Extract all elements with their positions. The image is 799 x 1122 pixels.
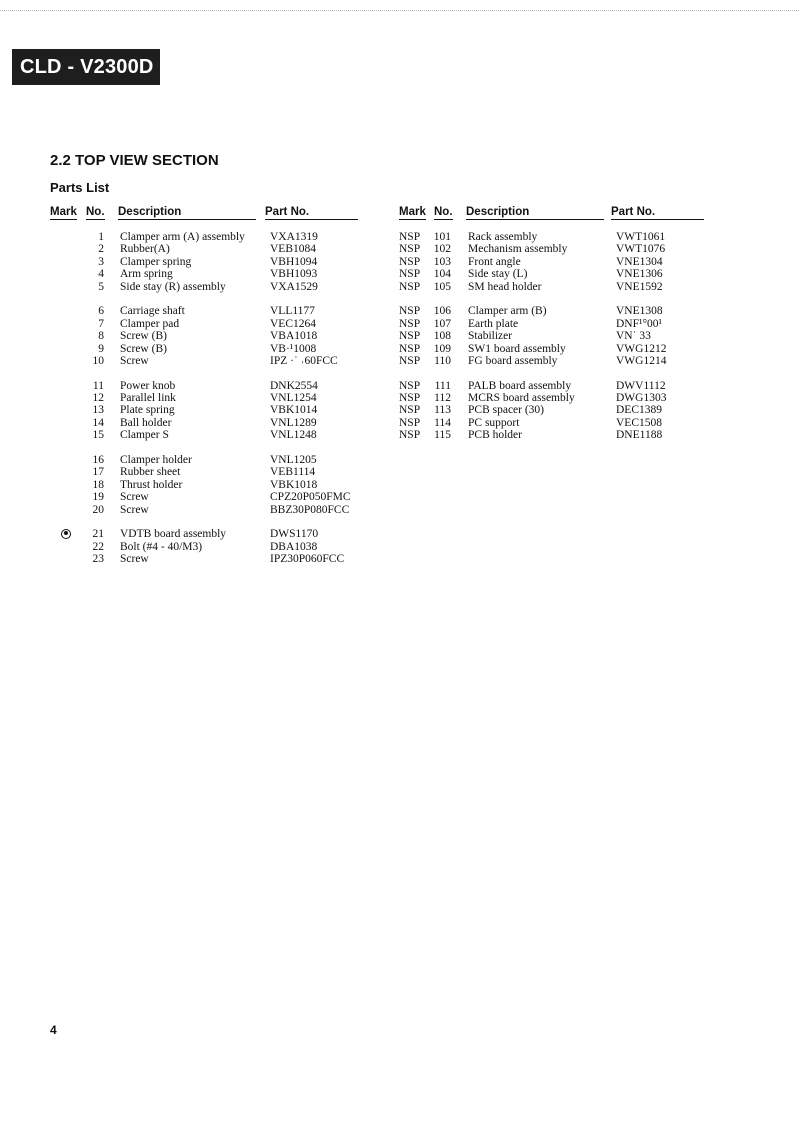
left-parts-table xyxy=(50,231,370,566)
right-header-mark: Mark xyxy=(399,206,426,218)
table-row xyxy=(50,268,370,280)
part-description: Screw xyxy=(120,503,149,516)
part-mark: NSP xyxy=(399,392,421,405)
part-number-index: 110 xyxy=(434,354,451,367)
part-mark: NSP xyxy=(399,243,421,256)
table-row xyxy=(50,429,370,441)
part-number-index: 111 xyxy=(434,379,451,392)
part-code: VBK1018 xyxy=(270,478,318,491)
part-number-index: 3 xyxy=(98,255,104,268)
table-row xyxy=(399,404,719,416)
table-row xyxy=(399,318,719,330)
part-code: BBZ30P080FCC xyxy=(270,503,350,516)
part-mark: NSP xyxy=(399,379,421,392)
part-code: VWG1214 xyxy=(616,354,667,367)
part-number-index: 10 xyxy=(92,354,104,367)
part-code: VNL1248 xyxy=(270,429,317,442)
part-mark: NSP xyxy=(399,280,421,293)
part-code: DWV1112 xyxy=(616,379,666,392)
part-code: DNE1188 xyxy=(616,429,663,442)
part-code: VLL1177 xyxy=(270,305,315,318)
table-row xyxy=(50,553,370,565)
part-number-index: 13 xyxy=(92,404,104,417)
part-number-index: 112 xyxy=(434,392,451,405)
table-row xyxy=(50,343,370,355)
part-number-index: 107 xyxy=(433,317,451,330)
part-code: VBH1093 xyxy=(270,268,318,281)
group-gap xyxy=(50,442,370,454)
part-description: PCB holder xyxy=(468,429,522,442)
part-description: Side stay (R) assembly xyxy=(120,280,226,293)
part-description: Arm spring xyxy=(120,268,173,281)
right-header-no: No. xyxy=(434,206,453,218)
part-code: VNE1306 xyxy=(616,268,663,281)
part-number-index: 6 xyxy=(98,305,104,318)
part-number-index: 115 xyxy=(434,429,451,442)
part-code: VNE1304 xyxy=(616,255,663,268)
part-description: FG board assembly xyxy=(468,354,558,367)
table-row xyxy=(50,318,370,330)
group-gap xyxy=(50,367,370,379)
part-code: VEC1264 xyxy=(270,317,316,330)
part-number-index: 19 xyxy=(92,491,104,504)
part-number-index: 105 xyxy=(433,280,451,293)
part-number-index: 113 xyxy=(434,404,451,417)
part-description: Clamper holder xyxy=(120,454,192,467)
part-description: PC support xyxy=(468,416,520,429)
table-row xyxy=(50,479,370,491)
part-description: Side stay (L) xyxy=(468,268,528,281)
part-code: VB·¹1008 xyxy=(270,342,317,355)
left-header-mark: Mark xyxy=(50,206,77,218)
part-code: VNE1592 xyxy=(616,280,663,293)
part-code: VNE1308 xyxy=(616,305,663,318)
part-code: VWG1212 xyxy=(616,342,667,355)
right-header-part-no: Part No. xyxy=(611,206,704,220)
group-gap xyxy=(50,516,370,528)
part-code: VEB1114 xyxy=(270,466,316,479)
part-code: DNK2554 xyxy=(270,379,318,392)
part-mark: NSP xyxy=(399,429,421,442)
table-row xyxy=(50,231,370,243)
part-code: CPZ20P050FMC xyxy=(270,491,351,504)
part-mark: NSP xyxy=(399,342,421,355)
table-row xyxy=(50,528,370,540)
part-number-index: 23 xyxy=(92,553,104,566)
part-code: VBK1014 xyxy=(270,404,318,417)
part-number-index: 101 xyxy=(433,231,451,243)
table-row xyxy=(399,243,719,255)
table-row xyxy=(399,380,719,392)
part-description: Plate spring xyxy=(120,404,175,417)
part-number-index: 21 xyxy=(92,528,104,541)
part-number-index: 8 xyxy=(98,330,104,343)
part-description: Stabilizer xyxy=(468,330,513,343)
part-description: PALB board assembly xyxy=(468,379,572,392)
part-code: IPZ30P060FCC xyxy=(270,553,345,566)
page-number: 4 xyxy=(50,1023,57,1037)
part-number-index: 14 xyxy=(92,416,104,429)
part-code: VBH1094 xyxy=(270,255,318,268)
part-description: Thrust holder xyxy=(120,478,183,491)
part-code: IPZ ·˙ ˒60FCC xyxy=(270,354,338,367)
table-row xyxy=(399,417,719,429)
part-description: Clamper pad xyxy=(120,317,180,330)
part-code: DWG1303 xyxy=(616,392,667,405)
table-row xyxy=(50,392,370,404)
group-gap xyxy=(399,367,719,379)
part-description: Clamper arm (B) xyxy=(468,305,547,318)
part-description: SM head holder xyxy=(468,280,542,293)
table-row xyxy=(50,404,370,416)
table-row xyxy=(399,355,719,367)
part-code: VWT1076 xyxy=(616,243,666,256)
part-code: VWT1061 xyxy=(616,231,666,243)
part-number-index: 2 xyxy=(98,243,104,256)
table-row xyxy=(50,330,370,342)
table-row xyxy=(399,429,719,441)
part-description: Carriage shaft xyxy=(120,305,185,318)
part-code: VN˙ 33 xyxy=(616,330,651,343)
part-description: Rubber sheet xyxy=(120,466,181,479)
table-row xyxy=(50,466,370,478)
part-description: Earth plate xyxy=(468,317,519,330)
part-number-index: 15 xyxy=(92,429,104,442)
part-description: MCRS board assembly xyxy=(468,392,575,405)
part-code: VXA1529 xyxy=(270,280,318,293)
part-description: VDTB board assembly xyxy=(120,528,227,541)
part-code: DEC1389 xyxy=(616,404,662,417)
part-description: Clamper spring xyxy=(120,255,192,268)
part-mark: NSP xyxy=(399,354,421,367)
part-mark: NSP xyxy=(399,317,421,330)
table-row xyxy=(399,392,719,404)
part-mark: NSP xyxy=(399,404,421,417)
part-description: Ball holder xyxy=(120,416,172,429)
table-row xyxy=(50,541,370,553)
part-number-index: 16 xyxy=(92,454,104,467)
part-mark: NSP xyxy=(399,305,421,318)
part-description: Mechanism assembly xyxy=(468,243,568,256)
part-code: VNL1254 xyxy=(270,392,317,405)
table-row xyxy=(399,268,719,280)
group-gap xyxy=(399,293,719,305)
table-row xyxy=(50,243,370,255)
table-row xyxy=(50,454,370,466)
part-number-index: 18 xyxy=(92,478,104,491)
part-code: VNL1205 xyxy=(270,454,317,467)
table-row xyxy=(50,380,370,392)
part-number-index: 1 xyxy=(98,231,104,243)
part-code: VXA1319 xyxy=(270,231,318,243)
table-row xyxy=(50,355,370,367)
right-header-description: Description xyxy=(466,206,604,220)
part-code: VEB1084 xyxy=(270,243,316,256)
table-row xyxy=(399,256,719,268)
part-description: Screw xyxy=(120,354,149,367)
part-number-index: 106 xyxy=(433,305,451,318)
part-number-index: 109 xyxy=(433,342,451,355)
part-number-index: 9 xyxy=(98,342,104,355)
table-row xyxy=(50,256,370,268)
section-title: 2.2 TOP VIEW SECTION xyxy=(50,152,219,169)
table-row xyxy=(399,330,719,342)
part-description: Clamper arm (A) assembly xyxy=(120,231,245,243)
part-description: PCB spacer (30) xyxy=(468,404,545,417)
part-number-index: 104 xyxy=(433,268,451,281)
part-description: Rubber(A) xyxy=(120,243,170,256)
table-row xyxy=(50,281,370,293)
part-number-index: 103 xyxy=(433,255,451,268)
part-description: Screw xyxy=(120,553,149,566)
part-code: VNL1289 xyxy=(270,416,317,429)
table-row xyxy=(399,231,719,243)
table-row xyxy=(399,343,719,355)
part-number-index: 108 xyxy=(433,330,451,343)
group-gap xyxy=(50,293,370,305)
part-number-index: 4 xyxy=(98,268,104,281)
part-description: Power knob xyxy=(120,379,176,392)
table-row xyxy=(50,417,370,429)
part-mark: NSP xyxy=(399,231,421,243)
part-number-index: 102 xyxy=(433,243,451,256)
part-code: DNF¹°00¹ xyxy=(616,317,662,330)
table-row xyxy=(50,305,370,317)
part-number-index: 5 xyxy=(98,280,104,293)
part-number-index: 114 xyxy=(434,416,451,429)
part-number-index: 22 xyxy=(92,540,104,553)
part-description: Screw (B) xyxy=(120,330,167,343)
table-row xyxy=(50,491,370,503)
part-description: Clamper S xyxy=(120,429,169,442)
part-description: Bolt (#4 - 40/M3) xyxy=(120,540,203,553)
part-number-index: 20 xyxy=(92,503,104,516)
part-description: Parallel link xyxy=(120,392,176,405)
part-code: DWS1170 xyxy=(270,528,319,541)
right-parts-table xyxy=(399,231,719,442)
table-row xyxy=(399,281,719,293)
part-code: DBA1038 xyxy=(270,540,318,553)
part-mark: NSP xyxy=(399,255,421,268)
top-rule xyxy=(0,10,799,11)
part-description: Screw (B) xyxy=(120,342,167,355)
part-mark: NSP xyxy=(399,416,421,429)
part-description: Front angle xyxy=(468,255,521,268)
part-mark: NSP xyxy=(399,268,421,281)
part-code: VBA1018 xyxy=(270,330,318,343)
part-code: VEC1508 xyxy=(616,416,662,429)
part-number-index: 7 xyxy=(98,317,104,330)
part-number-index: 11 xyxy=(92,379,104,392)
table-row xyxy=(50,504,370,516)
part-number-index: 12 xyxy=(92,392,104,405)
parts-list-heading: Parts List xyxy=(50,180,110,195)
part-description: Rack assembly xyxy=(468,231,538,243)
model-badge: CLD - V2300D xyxy=(12,49,160,85)
left-header-part-no: Part No. xyxy=(265,206,358,220)
part-description: SW1 board assembly xyxy=(468,342,566,355)
table-row xyxy=(399,305,719,317)
part-number-index: 17 xyxy=(92,466,104,479)
safety-mark-icon xyxy=(61,529,71,539)
left-header-no: No. xyxy=(86,206,105,218)
left-header-description: Description xyxy=(118,206,256,220)
part-mark: NSP xyxy=(399,330,421,343)
part-description: Screw xyxy=(120,491,149,504)
